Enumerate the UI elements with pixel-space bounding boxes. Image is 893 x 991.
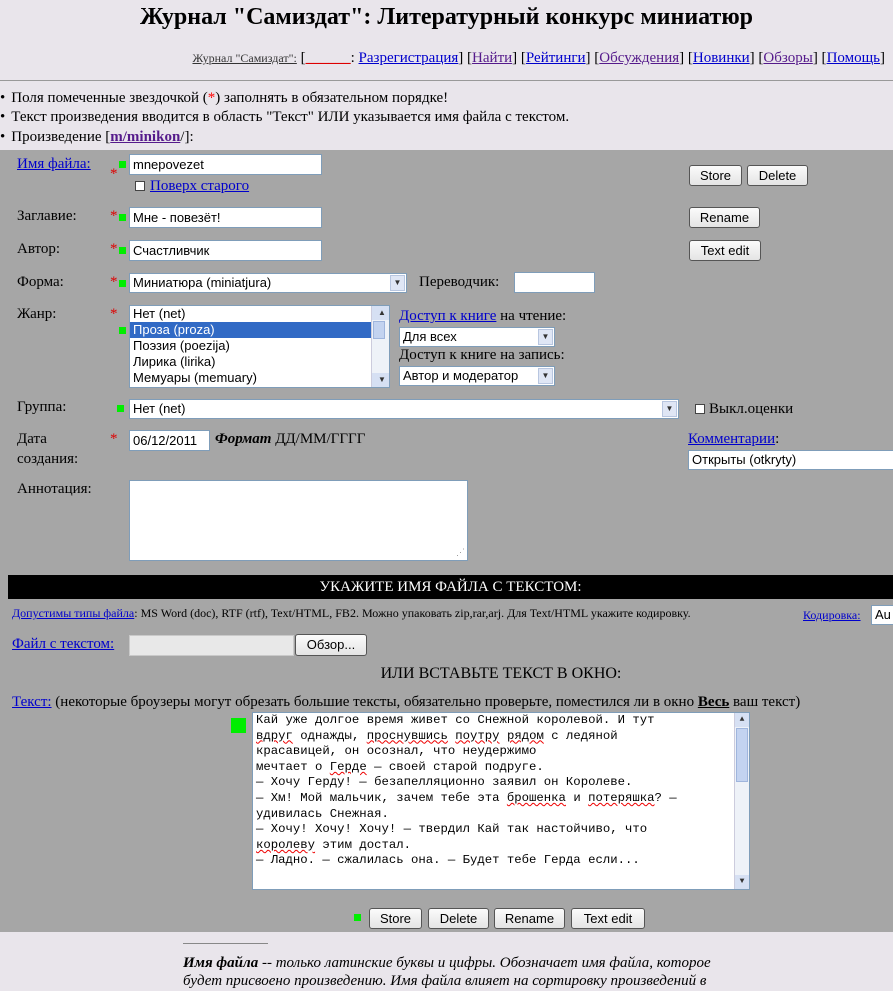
scroll-down-icon[interactable]: ▼ — [372, 373, 389, 387]
field-marker — [119, 161, 126, 168]
chevron-down-icon: ▼ — [538, 329, 553, 345]
title-label: Заглавие: — [17, 208, 77, 224]
field-marker — [119, 247, 126, 254]
text-edit-button-top[interactable]: Text edit — [689, 240, 761, 261]
over-old-checkbox[interactable] — [135, 181, 145, 191]
author-input[interactable]: Счастливчик — [129, 240, 322, 261]
text-line: мечтает о Герде — своей старой подруге. — [256, 759, 544, 774]
field-marker — [354, 914, 361, 921]
nav-journal-link[interactable]: Журнал "Самиздат": — [192, 51, 297, 65]
rename-button-top[interactable]: Rename — [689, 207, 760, 228]
text-line: красавицей, он осознал, что неудержимо — [256, 744, 537, 759]
date-label: Дата — [17, 431, 47, 447]
field-marker — [119, 214, 126, 221]
required-star: * — [110, 166, 118, 182]
read-access-link[interactable]: Доступ к книге — [399, 308, 497, 324]
title-input[interactable]: Мне - повезёт! — [129, 207, 322, 228]
work-link[interactable]: m/minikon — [110, 129, 181, 145]
header-divider — [0, 80, 893, 81]
text-line: — Хм! Мой мальчик, зачем тебе эта брошенка и потеряшка? — — [256, 790, 677, 805]
text-link[interactable]: Текст: — [12, 694, 52, 710]
file-with-text-label[interactable]: Файл с текстом: — [12, 636, 115, 652]
text-line: Кай уже долгое время живет со Снежной королевой. И тут — [256, 713, 655, 727]
genre-option[interactable]: Мемуары (memuary) — [133, 370, 257, 385]
required-star: * — [110, 431, 118, 447]
author-label: Автор: — [17, 241, 61, 257]
chevron-down-icon: ▼ — [390, 275, 405, 291]
date-label-2: создания: — [17, 451, 79, 467]
text-scrollbar[interactable] — [734, 713, 749, 889]
required-star: * — [110, 306, 118, 322]
translator-input[interactable] — [514, 272, 595, 293]
required-star: * — [110, 208, 118, 224]
nav-user-blank[interactable]: ______ — [305, 50, 351, 66]
read-access-select[interactable]: Для всех ▼ — [399, 327, 555, 347]
filename-label[interactable]: Имя файла: — [17, 156, 91, 172]
delete-button-bottom[interactable]: Delete — [428, 908, 489, 929]
file-types-link[interactable]: Допустимы типы файла — [12, 606, 135, 620]
encoding-select[interactable]: Au — [871, 605, 893, 625]
footnote-divider — [183, 943, 268, 944]
genre-option[interactable]: Нет (net) — [133, 306, 186, 321]
group-select[interactable]: Нет (net) ▼ — [129, 399, 679, 419]
read-access-label: Доступ к книге на чтение: — [399, 308, 567, 324]
write-access-select[interactable]: Автор и модератор ▼ — [399, 366, 555, 386]
comments-link[interactable]: Комментарии — [688, 431, 776, 447]
text-textarea[interactable] — [252, 712, 750, 890]
translator-label: Переводчик: — [419, 274, 500, 290]
note-text-rule: • Текст произведения вводится в область "Текст" ИЛИ указывается имя файла с текстом. — [0, 109, 569, 126]
or-paste-heading: ИЛИ ВСТАВЬТЕ ТЕКСТ В ОКНО: — [380, 665, 622, 682]
annotation-textarea[interactable] — [129, 480, 468, 561]
genre-scrollbar[interactable] — [371, 306, 389, 387]
file-types-note: Допустимы типы файла: MS Word (doc), RTF (rtf), Text/HTML, FB2. Можно упаковать zip,rar,arj. Для Text/HTML укажите кодировку. — [12, 606, 691, 620]
nav-reviews[interactable]: Обзоры — [763, 50, 813, 66]
disable-ratings-label: Выкл.оценки — [709, 401, 794, 417]
file-path-input[interactable] — [129, 635, 294, 656]
write-access-label: Доступ к книге на запись: — [399, 347, 565, 363]
required-star: * — [110, 241, 118, 257]
text-line: удивилась Снежная. — [256, 806, 389, 821]
text-line: — Хочу Герду! — безапелляционно заявил он Королеве. — [256, 775, 633, 790]
scroll-up-icon[interactable]: ▲ — [372, 306, 389, 320]
store-button-bottom[interactable]: Store — [369, 908, 422, 929]
upload-header: УКАЖИТЕ ИМЯ ФАЙЛА С ТЕКСТОМ: — [8, 575, 893, 599]
nav-search[interactable]: Найти — [472, 50, 513, 66]
nav-help[interactable]: Помощь — [826, 50, 880, 66]
store-button-top[interactable]: Store — [689, 165, 742, 186]
date-format-hint: Формат ДД/ММ/ГГГГ — [215, 431, 366, 447]
delete-button-top[interactable]: Delete — [747, 165, 808, 186]
scroll-thumb[interactable] — [373, 321, 385, 339]
field-marker — [117, 405, 124, 412]
nav-new[interactable]: Новинки — [692, 50, 750, 66]
note-required: • Поля помеченные звездочкой (*) заполнять в обязательном порядке! — [0, 90, 448, 107]
field-marker — [119, 327, 126, 334]
comments-select[interactable]: Открыты (otkryty) — [688, 450, 893, 470]
field-marker — [119, 280, 126, 287]
text-note: Текст: (некоторые броузеры могут обрезать большие тексты, обязательно проверьте, поместился ли в окно Весь ваш текст) — [12, 694, 801, 710]
text-field-marker — [231, 718, 246, 733]
help-line-1: Имя файла -- только латинские буквы и цифры. Обозначает имя файла, которое — [183, 955, 711, 971]
page-title: Журнал "Самиздат": Литературный конкурс миниатюр — [139, 4, 754, 30]
chevron-down-icon: ▼ — [662, 401, 677, 417]
note-work: • Произведение [m/minikon/]: — [0, 129, 194, 146]
scroll-down-icon[interactable]: ▼ — [735, 875, 749, 889]
scroll-thumb[interactable] — [736, 728, 748, 782]
rename-button-bottom[interactable]: Rename — [494, 908, 565, 929]
over-old-link[interactable]: Поверх старого — [150, 178, 250, 194]
genre-listbox[interactable] — [129, 305, 390, 388]
resize-grip-icon[interactable]: ⋰ — [456, 547, 465, 557]
nav-logout[interactable]: Разрегистрация — [358, 50, 459, 66]
scroll-up-icon[interactable]: ▲ — [735, 713, 749, 727]
text-line: вдруг однажды, проснувшись поутру рядом с ледяной — [256, 728, 618, 743]
text-edit-button-bottom[interactable]: Text edit — [571, 908, 645, 929]
group-label: Группа: — [17, 399, 67, 415]
encoding-link[interactable]: Кодировка: — [803, 608, 861, 622]
form-select[interactable]: Миниатюра (miniatjura) ▼ — [129, 273, 407, 293]
genre-option-selected[interactable]: Проза (proza) — [130, 322, 389, 338]
comments-label: Комментарии: — [688, 431, 780, 447]
required-star: * — [110, 274, 118, 290]
annotation-label: Аннотация: — [17, 481, 92, 497]
nav-discussions[interactable]: Обсуждения — [599, 50, 680, 66]
chevron-down-icon: ▼ — [538, 368, 553, 384]
disable-ratings-checkbox[interactable] — [695, 404, 705, 414]
help-line-2: будет присвоено произведению. Имя файла влияет на сортировку произведений в — [183, 973, 707, 989]
text-line: королеву этим достал. — [256, 837, 411, 852]
form-label: Форма: — [17, 274, 64, 290]
browse-button[interactable]: Обзор... — [295, 634, 367, 656]
genre-option[interactable]: Поэзия (poezija) — [133, 338, 230, 353]
top-navigation: Журнал "Самиздат": [______: Разрегистрация] [Найти] [Рейтинги] [Обсуждения] [Новинки] [Обзоры] [Помощь] — [192, 50, 885, 66]
genre-label: Жанр: — [17, 306, 57, 322]
text-line: — Хочу! Хочу! Хочу! — твердил Кай так настойчиво, что — [256, 822, 648, 837]
genre-option[interactable]: Лирика (lirika) — [133, 354, 216, 369]
date-input[interactable]: 06/12/2011 — [129, 430, 210, 451]
nav-ratings[interactable]: Рейтинги — [525, 50, 586, 66]
filename-input[interactable]: mnepovezet — [129, 154, 322, 175]
text-line: — Ладно. — сжалилась она. — Будет тебе Герда если... — [256, 853, 640, 868]
